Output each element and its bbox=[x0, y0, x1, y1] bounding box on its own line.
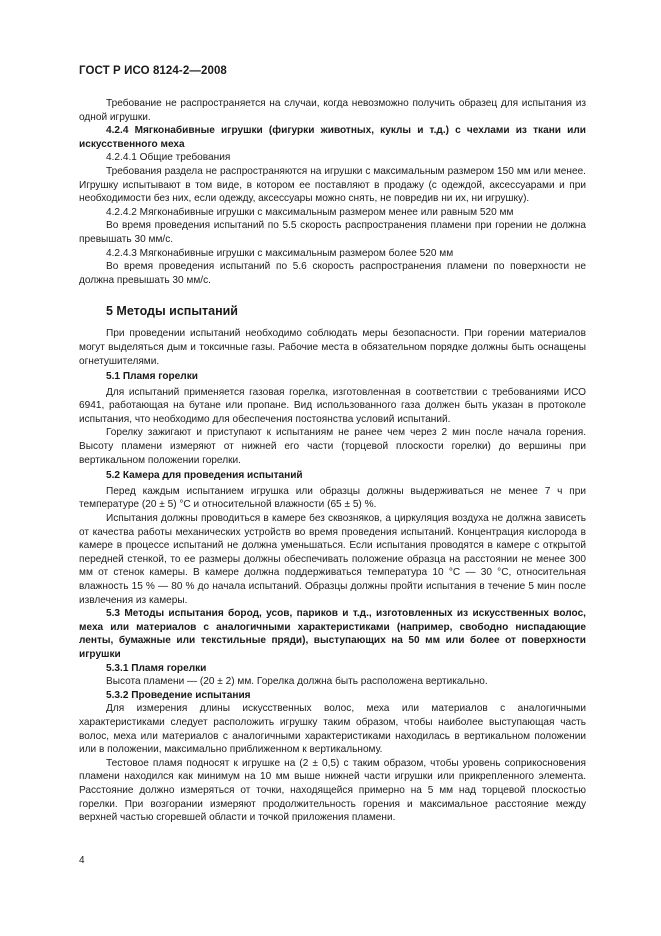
paragraph: Для испытаний применяется газовая горелка, изготовленная в соответствии с требованиями ИСО 6941, работающая на бутане или пропане. Вид использованного газа должен быть указан в протоколе испытания, что необходимо для обеспечения постоянства условий испытаний. bbox=[79, 386, 586, 425]
document-header: ГОСТ Р ИСО 8124-2—2008 bbox=[79, 65, 227, 77]
page-number: 4 bbox=[79, 855, 85, 866]
paragraph: Горелку зажигают и приступают к испытаниям не ранее чем через 2 мин после начала горения. Высоту пламени измеряют от нижней его части (торцевой плоскости горелки) до вершины при вертикальном положении горелки. bbox=[79, 427, 586, 466]
paragraph: Перед каждым испытанием игрушка или образцы должны выдерживаться не менее 7 ч при температуре (20 ± 5) °С и относительной влажности (65 ± 5) %. bbox=[79, 485, 586, 511]
paragraph: Во время проведения испытаний по 5.6 скорость распространения пламени по поверхности не должна превышать 30 мм/с. bbox=[79, 261, 586, 286]
clause-heading-4-2-4-1: 4.2.4.1 Общие требования bbox=[106, 152, 231, 164]
clause-heading-5-2: 5.2 Камера для проведения испытаний bbox=[106, 470, 303, 482]
paragraph: Во время проведения испытаний по 5.5 скорость распространения пламени при горении не должна превышать 30 мм/с. bbox=[79, 220, 586, 245]
clause-heading-4-2-4: 4.2.4 Мягконабивные игрушки (фигурки животных, куклы и т.д.) с чехлами из ткани или искусственного меха bbox=[79, 125, 586, 150]
paragraph: При проведении испытаний необходимо соблюдать меры безопасности. При горении материалов могут выделяться дым и токсичные газы. Рабочие места в обязательном порядке должны быть оснащены огнетушителями. bbox=[79, 328, 586, 367]
paragraph: Требования раздела не распространяются на игрушки с максимальным размером 150 мм или менее. Игрушку испытывают в том виде, в котором ее поставляют в продажу (с одеждой, аксессуарами и при необходимости без них, если одежду, аксессуары можно снять, не повредив ни их, ни игрушку). bbox=[79, 165, 586, 205]
clause-heading-5-3: 5.3 Методы испытания бород, усов, париков и т.д., изготовленных из искусственных волос, меха или материалов с аналогичными характеристиками (например, свободно ниспадающие ленты, бумажные или текстильные пряди), выступающих на 50 мм или более от поверхности игрушки bbox=[79, 608, 586, 660]
clause-heading-4-2-4-3: 4.2.4.3 Мягконабивные игрушки с максимальным размером более 520 мм bbox=[106, 247, 454, 259]
document-body bbox=[79, 97, 586, 825]
paragraph: Для измерения длины искусственных волос, меха или материалов с аналогичными характеристиками следует расположить игрушку таким образом, чтобы наиболее выступающая часть волос, меха или материалов с аналогичными характеристиками находилась в вертикальном положении или в положении, максимально приближенном к вертикальному. bbox=[79, 703, 586, 756]
paragraph: Высота пламени — (20 ± 2) мм. Горелка должна быть расположена вертикально. bbox=[106, 676, 488, 688]
clause-heading-5-3-2: 5.3.2 Проведение испытания bbox=[106, 689, 251, 701]
paragraph: Тестовое пламя подносят к игрушке на (2 ± 0,5) с таким образом, чтобы уровень соприкосновения пламени находился как минимум на 10 мм выше нижней части игрушки или прикрепленного элемента. Расстояние должно измеряться от точки, находящейся примерно на 5 мм над торцевой плоскостью горелки. При возгорании измеряют продолжительность горения и максимальное расстояние между верхней частью сгоревшей области и точкой приложения пламени. bbox=[79, 757, 586, 824]
clause-heading-4-2-4-2: 4.2.4.2 Мягконабивные игрушки с максимальным размером менее или равным 520 мм bbox=[106, 206, 514, 218]
paragraph: Испытания должны проводиться в камере без сквозняков, а циркуляция воздуха не должна зависеть от качества работы механических устройств во время проведения испытаний. Концентрация кислорода в камере в процессе испытаний не должна уменьшаться. Если испытания проводятся в камере с открытой передней стенкой, то ее размеры должны обеспечивать положение образца на расстоянии не менее 300 мм от стенок камеры. В камере должна поддерживаться температура 10 °С — 30 °С, относительная влажность 15 % — 80 % до начала испытаний. Образцы должны пройти испытания в течение 5 мин после извлечения из камеры. bbox=[79, 513, 586, 606]
clause-heading-5-3-1: 5.3.1 Пламя горелки bbox=[106, 662, 207, 674]
clause-heading-5-1: 5.1 Пламя горелки bbox=[106, 371, 198, 383]
section-heading-5: 5 Методы испытаний bbox=[106, 304, 238, 319]
paragraph: Требование не распространяется на случаи, когда невозможно получить образец для испытания из одной игрушки. bbox=[79, 98, 586, 123]
